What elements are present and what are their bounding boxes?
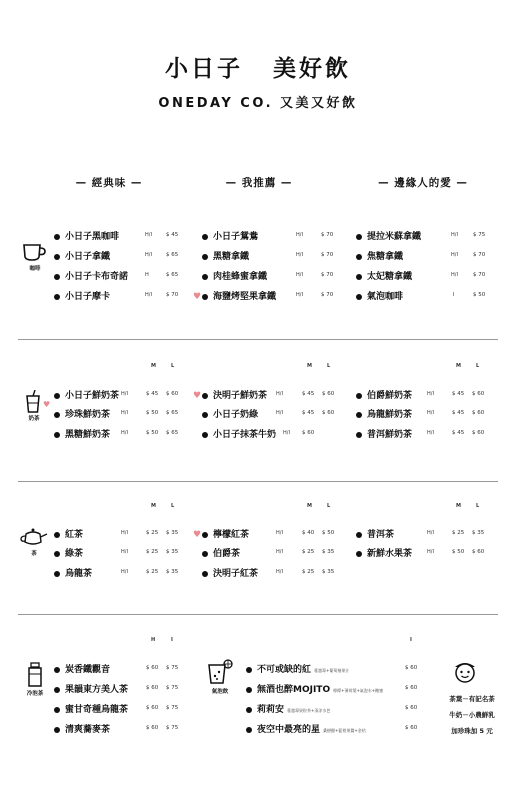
item-size: H/I <box>427 430 434 436</box>
menu-item: 綠茶 <box>54 546 83 559</box>
menu-item: 夜空中最亮的星 桑椹醋+藍柑果醬+金桔 <box>246 722 366 735</box>
item-price-l: $ 60 <box>472 391 485 397</box>
column-heading-classic: — 經典味 — <box>75 177 143 189</box>
size-header-l: L <box>171 363 175 369</box>
size-header-l: L <box>476 503 480 509</box>
heart-icon: ♥ <box>192 529 202 540</box>
item-size: H/I <box>276 391 283 397</box>
item-price-l: $ 60 <box>472 430 485 436</box>
item-price: $ 70 <box>473 252 486 258</box>
item-price: $ 60 <box>405 665 418 671</box>
item-price-l: $ 65 <box>166 430 179 436</box>
menu-item: 小日子奶綠 <box>202 407 258 420</box>
item-size: H/I <box>427 549 434 555</box>
bullet-icon <box>54 432 60 438</box>
sourcing-note-tea: 茶葉－有記名茶 <box>449 695 495 703</box>
item-price: $ 75 <box>473 232 486 238</box>
size-header-m: M <box>456 363 461 369</box>
size-header-h: H <box>151 637 156 643</box>
bullet-icon <box>54 274 60 280</box>
item-price-l: $ 60 <box>322 391 335 397</box>
menu-item: ♥ 決明子鮮奶茶 <box>192 390 268 401</box>
menu-item: 焦糖拿鐵 <box>356 249 403 262</box>
item-price-l: $ 60 <box>166 391 179 397</box>
item-size: H/I <box>145 252 152 258</box>
item-ingredients: 蔓越莓+葡萄柚果汁 <box>314 668 350 673</box>
item-size: H/I <box>276 530 283 536</box>
menu-item: ♥ 海鹽烤堅果拿鐵 <box>192 291 277 302</box>
heart-icon: ♥ <box>192 390 202 401</box>
item-price-l: $ 35 <box>166 569 179 575</box>
bullet-icon <box>356 532 362 538</box>
item-size: I <box>453 292 455 298</box>
item-size: H/I <box>145 232 152 238</box>
menu-item: 清爽蕎麥茶 <box>54 722 110 735</box>
menu-item: 小日子摩卡 <box>54 289 110 302</box>
item-price-l: $ 35 <box>322 569 335 575</box>
bullet-icon <box>54 551 60 557</box>
bullet-icon <box>356 234 362 240</box>
item-price-m: $ 45 <box>452 410 465 416</box>
item-price-l: $ 60 <box>472 549 485 555</box>
item-price: $ 50 <box>473 292 486 298</box>
page-subtitle: ONEDAY CO. 又美又好飲 <box>158 96 358 111</box>
item-price: $ 70 <box>321 232 334 238</box>
item-price: $ 60 <box>405 685 418 691</box>
teapot-icon <box>20 527 48 551</box>
size-header-m: M <box>151 363 156 369</box>
size-header-m: M <box>307 503 312 509</box>
item-price-m: $ 45 <box>146 391 159 397</box>
bullet-icon <box>356 432 362 438</box>
item-size: H/I <box>296 232 303 238</box>
item-price-h: $ 60 <box>146 685 159 691</box>
bullet-icon <box>246 727 252 733</box>
menu-item: 普洱鮮奶茶 <box>356 427 412 440</box>
item-price-m: $ 60 <box>302 430 315 436</box>
item-price: $ 70 <box>473 272 486 278</box>
page-title <box>0 50 516 83</box>
item-ingredients: 檸檬+薄荷葉+氣泡水+糖蜜 <box>333 688 384 693</box>
sourcing-note-pearl: 加珍珠加 5 元 <box>451 727 493 735</box>
sourcing-note-milk: 牛奶－小農鮮乳 <box>449 711 495 719</box>
heart-icon: ♥ <box>192 291 202 302</box>
item-price: $ 60 <box>405 705 418 711</box>
category-label-milktea: 奶茶 <box>28 416 40 422</box>
sparkling-drink-icon <box>206 659 234 689</box>
menu-item: 黑糖鮮奶茶 <box>54 427 110 440</box>
item-price-m: $ 40 <box>302 530 315 536</box>
menu-item: 小日子拿鐵 <box>54 249 110 262</box>
bullet-icon <box>54 393 60 399</box>
size-header-l: L <box>327 363 331 369</box>
item-price: $ 65 <box>166 272 179 278</box>
section-divider <box>18 339 498 340</box>
item-price-m: $ 50 <box>146 410 159 416</box>
item-price-l: $ 35 <box>166 530 179 536</box>
menu-item: 伯爵茶 <box>202 546 240 559</box>
item-price-l: $ 65 <box>166 410 179 416</box>
item-size: H/I <box>121 569 128 575</box>
heart-icon: ♥ <box>43 400 51 409</box>
category-label-coffee: 咖啡 <box>29 266 41 272</box>
menu-item: 新鮮水果茶 <box>356 546 412 559</box>
item-price-m: $ 50 <box>452 549 465 555</box>
item-size: H/I <box>276 569 283 575</box>
menu-item: 普洱茶 <box>356 527 394 540</box>
item-price: $ 70 <box>321 292 334 298</box>
bullet-icon <box>246 707 252 713</box>
item-price-m: $ 45 <box>302 410 315 416</box>
farmer-mascot-icon <box>452 660 478 688</box>
title-part-1: 小日子 <box>165 56 243 82</box>
bullet-icon <box>54 532 60 538</box>
bullet-icon <box>202 274 208 280</box>
menu-item: 伯爵鮮奶茶 <box>356 388 412 401</box>
item-size: H/I <box>276 549 283 555</box>
category-label-special: 氣泡飲 <box>211 689 229 695</box>
menu-item: 太妃糖拿鐵 <box>356 269 412 282</box>
item-size: H/I <box>121 410 128 416</box>
item-price: $ 65 <box>166 252 179 258</box>
menu-item: 果韻東方美人茶 <box>54 682 128 695</box>
item-price-l: $ 50 <box>322 530 335 536</box>
item-price-h: $ 60 <box>146 665 159 671</box>
menu-item: 烏龍茶 <box>54 566 92 579</box>
bullet-icon <box>54 687 60 693</box>
bullet-icon <box>202 532 208 538</box>
menu-item: 小日子鴛鴦 <box>202 229 258 242</box>
item-size: H/I <box>296 292 303 298</box>
category-label-tea: 茶 <box>31 551 37 557</box>
item-size: H/I <box>296 272 303 278</box>
item-size: H/I <box>121 549 128 555</box>
item-price-m: $ 45 <box>452 430 465 436</box>
menu-item: ♥ 檸檬紅茶 <box>192 529 250 540</box>
bullet-icon <box>356 254 362 260</box>
item-size: H/I <box>451 252 458 258</box>
bullet-icon <box>356 412 362 418</box>
title-part-2: 美好飲 <box>273 56 351 82</box>
bullet-icon <box>54 254 60 260</box>
item-price: $ 45 <box>166 232 179 238</box>
sourcing-note <box>436 691 508 739</box>
bullet-icon <box>202 571 208 577</box>
item-price-l: $ 60 <box>472 410 485 416</box>
item-size: H/I <box>451 232 458 238</box>
item-size: H/I <box>276 410 283 416</box>
bullet-icon <box>356 274 362 280</box>
item-price-i: $ 75 <box>166 725 179 731</box>
item-price-m: $ 50 <box>146 430 159 436</box>
bullet-icon <box>202 254 208 260</box>
item-price-l: $ 35 <box>322 549 335 555</box>
item-size: H/I <box>121 530 128 536</box>
bullet-icon <box>202 393 208 399</box>
item-price: $ 60 <box>405 725 418 731</box>
bullet-icon <box>54 727 60 733</box>
item-size: H/I <box>121 430 128 436</box>
bullet-icon <box>54 571 60 577</box>
section-divider <box>18 481 498 482</box>
bullet-icon <box>202 432 208 438</box>
bullet-icon <box>202 412 208 418</box>
size-header-m: M <box>456 503 461 509</box>
item-price-h: $ 60 <box>146 725 159 731</box>
item-size: H/I <box>283 430 290 436</box>
menu-item: 莉莉安 蔓越莓果粒茶+清涼水芭 <box>246 702 330 715</box>
item-size: H/I <box>121 391 128 397</box>
menu-item: 不可或缺的紅 蔓越莓+葡萄柚果汁 <box>246 662 349 675</box>
menu-item: 烏龍鮮奶茶 <box>356 407 412 420</box>
bullet-icon <box>202 234 208 240</box>
coffee-cup-icon <box>22 239 48 267</box>
item-price-l: $ 35 <box>472 530 485 536</box>
column-heading-recommend: — 我推薦 — <box>225 177 293 189</box>
item-ingredients: 蔓越莓果粒茶+清涼水芭 <box>287 708 331 713</box>
item-price-m: $ 25 <box>146 549 159 555</box>
size-header-l: L <box>171 503 175 509</box>
item-price-m: $ 25 <box>452 530 465 536</box>
bullet-icon <box>356 294 362 300</box>
size-header-l: L <box>476 363 480 369</box>
bullet-icon <box>202 294 208 300</box>
size-header-m: M <box>151 503 156 509</box>
category-label-coldbrew: 冷泡茶 <box>26 691 44 697</box>
item-price-i: $ 75 <box>166 685 179 691</box>
menu-item: 珍珠鮮奶茶 <box>54 407 110 420</box>
item-price-m: $ 25 <box>146 569 159 575</box>
item-price: $ 70 <box>166 292 179 298</box>
menu-item: 小日子鮮奶茶 <box>54 388 119 401</box>
bullet-icon <box>356 393 362 399</box>
item-price-m: $ 25 <box>302 549 315 555</box>
menu-item: 小日子卡布奇諾 <box>54 269 128 282</box>
menu-item: 炭香鐵觀音 <box>54 662 110 675</box>
menu-item: 肉桂蜂蜜拿鐵 <box>202 269 267 282</box>
item-price-m: $ 45 <box>452 391 465 397</box>
item-ingredients: 桑椹醋+藍柑果醬+金桔 <box>323 728 366 733</box>
bullet-icon <box>54 707 60 713</box>
item-price: $ 70 <box>321 252 334 258</box>
item-price-h: $ 60 <box>146 705 159 711</box>
item-price-m: $ 45 <box>302 391 315 397</box>
item-size: H/I <box>145 292 152 298</box>
bullet-icon <box>54 667 60 673</box>
bullet-icon <box>202 551 208 557</box>
cold-brew-bottle-icon <box>26 662 44 692</box>
item-price-i: $ 75 <box>166 705 179 711</box>
menu-item: 氣泡咖啡 <box>356 289 403 302</box>
size-header-l: L <box>327 503 331 509</box>
menu-item: 決明子紅茶 <box>202 566 258 579</box>
item-size: H/I <box>451 272 458 278</box>
bullet-icon <box>54 412 60 418</box>
item-price-l: $ 35 <box>166 549 179 555</box>
column-heading-outsider: — 邊緣人的愛 — <box>378 177 468 189</box>
item-size: H/I <box>427 410 434 416</box>
bullet-icon <box>356 551 362 557</box>
menu-item: 小日子黑咖啡 <box>54 229 119 242</box>
menu-item: 無酒也醉MOJITO 檸檬+薄荷葉+氣泡水+糖蜜 <box>246 682 383 695</box>
menu-item: 提拉米蘇拿鐵 <box>356 229 421 242</box>
size-header-m: M <box>307 363 312 369</box>
bullet-icon <box>54 234 60 240</box>
menu-item: 蜜甘奇種烏龍茶 <box>54 702 128 715</box>
menu-item: 紅茶 <box>54 527 83 540</box>
item-size: H <box>145 272 149 278</box>
size-header-i: I <box>171 637 173 643</box>
section-divider <box>18 614 498 615</box>
item-price-m: $ 25 <box>302 569 315 575</box>
item-price-l: $ 60 <box>322 410 335 416</box>
menu-item: 黑糖拿鐵 <box>202 249 249 262</box>
item-price-i: $ 75 <box>166 665 179 671</box>
size-header-i: I <box>410 637 412 643</box>
item-size: H/I <box>296 252 303 258</box>
bullet-icon <box>54 294 60 300</box>
bullet-icon <box>246 687 252 693</box>
menu-item: 小日子抹茶牛奶 <box>202 427 276 440</box>
item-price-m: $ 25 <box>146 530 159 536</box>
item-size: H/I <box>427 530 434 536</box>
item-size: H/I <box>427 391 434 397</box>
bullet-icon <box>246 667 252 673</box>
milk-tea-cup-icon <box>24 390 44 418</box>
item-price: $ 70 <box>321 272 334 278</box>
